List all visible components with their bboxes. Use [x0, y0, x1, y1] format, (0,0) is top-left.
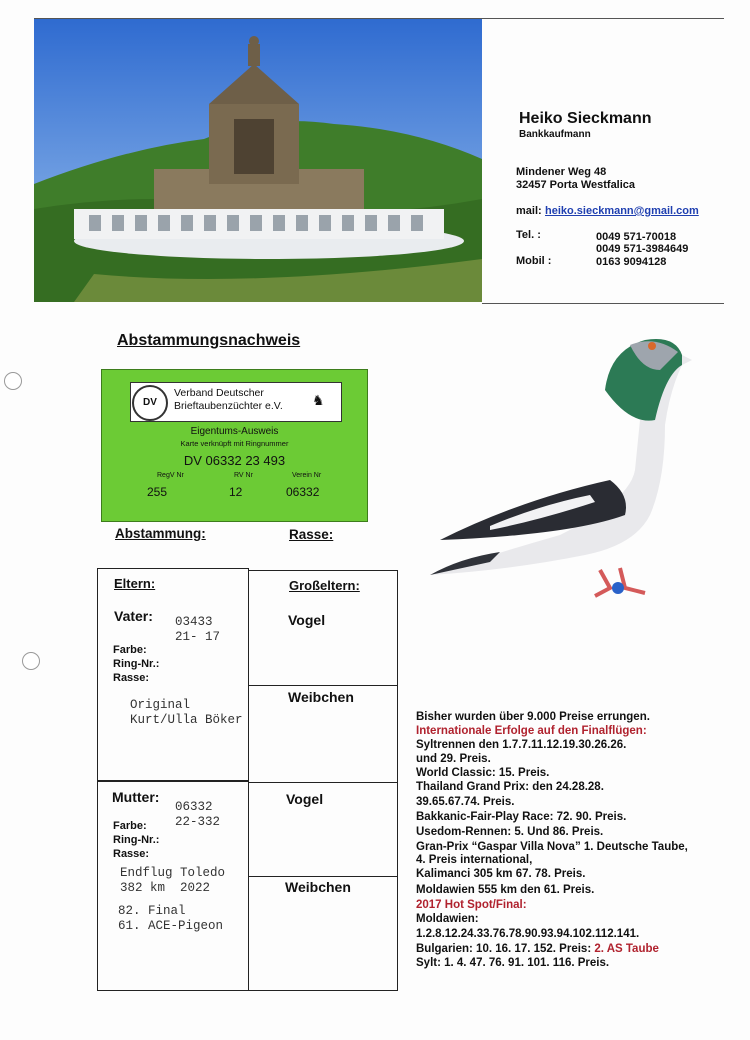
card-note: Karte verknüpft mit Ringnummer — [180, 439, 289, 448]
rasse-label: Rasse: — [289, 527, 334, 542]
tel-number-1: 0049 571-70018 — [596, 231, 677, 243]
mutter-farbe-label: Farbe: — [113, 820, 147, 832]
mobil-number: 0163 9094128 — [596, 256, 667, 268]
result-line: Syltrennen den 1.7.7.11.12.19.30.26.26. — [416, 739, 627, 751]
vater-weibchen-label: Weibchen — [288, 689, 354, 705]
mail-label: mail: — [516, 205, 542, 217]
mobil-label: Mobil : — [516, 255, 552, 267]
eltern-label: Eltern: — [114, 576, 156, 591]
mail-link[interactable]: heiko.sieckmann@gmail.com — [545, 205, 699, 217]
card-regv-label: RegV Nr — [157, 472, 184, 479]
dv-logo-icon: DV — [132, 385, 168, 421]
card-org-line1: Verband Deutscher — [174, 387, 264, 399]
header-bottom-rule — [482, 303, 724, 304]
vater-ring-handwritten: 03433 21- 17 — [175, 615, 221, 644]
card-rv-label: RV Nr — [234, 472, 253, 479]
mutter-ring-handwritten: 06332 22-332 — [175, 800, 221, 829]
result-bulgarien-text: Bulgarien: 10. 16. 17. 152. Preis: — [416, 943, 592, 955]
tel-label: Tel. : — [516, 229, 541, 241]
card-type: Eigentums-Ausweis — [190, 426, 279, 437]
page-title: Abstammungsnachweis — [117, 332, 301, 349]
abstammung-label: Abstammung: — [115, 526, 206, 541]
vater-note-handwritten: Original Kurt/Ulla Böker — [130, 698, 243, 727]
ownership-card — [101, 369, 368, 522]
card-rv-value: 12 — [229, 485, 243, 499]
results-summary: Bisher wurden über 9.000 Preise errungen. — [416, 711, 650, 723]
results-intl-heading: Internationale Erfolge auf den Finalflügen: — [416, 725, 647, 737]
result-line: Usedom-Rennen: 5. Und 86. Preis. — [416, 826, 604, 838]
result-line: Gran-Prix “Gaspar Villa Nova” 1. Deutsche Taube, — [416, 841, 688, 853]
result-line: 4. Preis international, — [416, 854, 533, 866]
owner-name: Heiko Sieckmann — [519, 110, 652, 127]
vater-vogel-label: Vogel — [288, 612, 326, 628]
mutter-label: Mutter: — [112, 789, 160, 805]
card-verein-label: Verein Nr — [292, 472, 322, 479]
card-verein-value: 06332 — [286, 485, 320, 499]
mutter-weibchen-label: Weibchen — [285, 879, 351, 895]
result-line: World Classic: 15. Preis. — [416, 767, 550, 779]
mutter-note-handwritten-2: 82. Final 61. ACE-Pigeon — [118, 904, 224, 933]
vater-ringnr-label: Ring-Nr.: — [113, 658, 160, 670]
result-line: Moldawien: — [416, 913, 479, 925]
card-regv-value: 255 — [147, 485, 168, 499]
results-hot-spot-heading: 2017 Hot Spot/Final: — [416, 899, 527, 911]
address-street: Mindener Weg 48 — [516, 166, 607, 178]
vater-rasse-label: Rasse: — [113, 672, 150, 684]
result-line: Moldawien 555 km den 61. Preis. — [416, 884, 595, 896]
result-line: und 29. Preis. — [416, 753, 491, 765]
vater-label: Vater: — [114, 608, 153, 624]
monument-photo — [34, 19, 482, 302]
result-line: Bakkanic-Fair-Play Race: 72. 90. Preis. — [416, 811, 627, 823]
card-ring-number: DV 06332 23 493 — [183, 453, 286, 468]
owner-profession: Bankkaufmann — [519, 129, 591, 140]
mutter-vogel-label: Vogel — [286, 791, 324, 807]
address-city: 32457 Porta Westfalica — [516, 179, 636, 191]
result-line: Sylt: 1. 4. 47. 76. 91. 101. 116. Preis. — [416, 957, 610, 969]
grosseltern-label: Großeltern: — [289, 578, 360, 593]
mutter-ringnr-label: Ring-Nr.: — [113, 834, 160, 846]
punch-hole — [4, 372, 22, 390]
result-line: Thailand Grand Prix: den 24.28.28. — [416, 781, 604, 793]
result-as-taube: 2. AS Taube — [594, 943, 659, 955]
result-line: Kalimanci 305 km 67. 78. Preis. — [416, 868, 586, 880]
pigeon-photo — [420, 330, 710, 605]
card-org-line2: Brieftaubenzüchter e.V. — [174, 400, 283, 412]
mutter-rasse-label: Rasse: — [113, 848, 150, 860]
horse-emblem-icon: ♞ — [312, 392, 325, 408]
tel-number-2: 0049 571-3984649 — [596, 243, 689, 255]
punch-hole — [22, 652, 40, 670]
mutter-note-handwritten-1: Endflug Toledo 382 km 2022 — [120, 866, 226, 895]
result-line-bulgarien — [416, 942, 659, 956]
vater-farbe-label: Farbe: — [113, 644, 147, 656]
result-line: 39.65.67.74. Preis. — [416, 796, 515, 808]
result-line: 1.2.8.12.24.33.76.78.90.93.94.102.112.141. — [416, 928, 640, 940]
